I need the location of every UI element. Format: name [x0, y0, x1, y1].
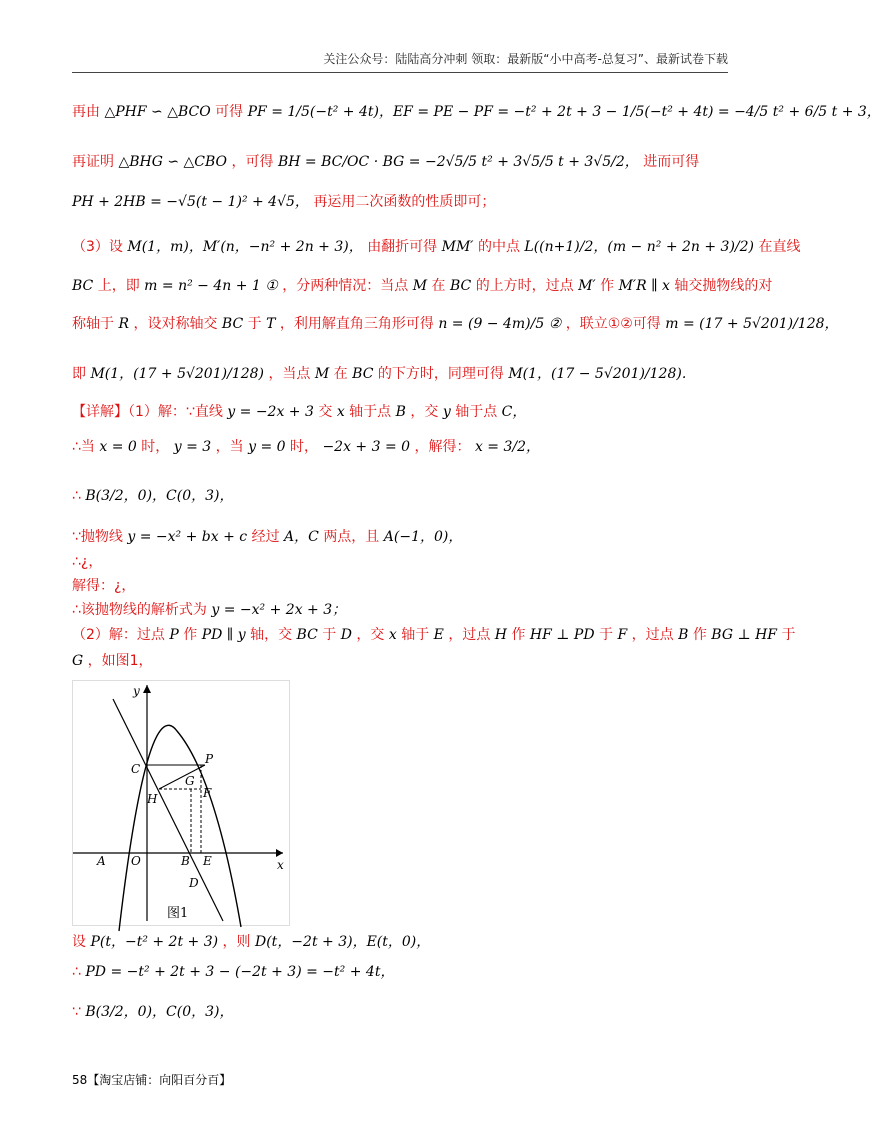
- line-text: ，解得：: [414, 439, 471, 455]
- math-expression: M′R ∥ x: [618, 278, 670, 294]
- label-g: G: [185, 774, 195, 788]
- line-text: （3）设: [72, 239, 123, 255]
- math-expression: HF ⊥ PD: [529, 627, 595, 643]
- figure-1: [72, 680, 290, 926]
- math-expression: BH = BC/OC · BG = −2√5/5 t² + 3√5/5 t + 3√5/2，: [277, 154, 639, 170]
- line-text: ∴¿，: [72, 554, 103, 570]
- math-expression: PH + 2HB = −√5(t − 1)² + 4√5，: [72, 194, 309, 210]
- line-text: 解得：¿，: [72, 578, 136, 594]
- label-o: O: [131, 854, 141, 868]
- math-expression: PD = −t² + 2t + 3 − (−2t + 3) = −t² + 4t，: [85, 964, 395, 980]
- y-axis-arrow: [143, 685, 151, 693]
- line-text: ，则: [222, 934, 251, 950]
- page-footer: 58【淘宝店铺：向阳百分百】: [72, 1073, 232, 1087]
- line-text: 经过: [251, 529, 280, 545]
- math-expression: PF = 1/5(−t² + 4t)，EF = PE − PF = −t² + 2t + 3 − 1/5(−t² + 4t) = −4/5 t² + 6/5 t + 3，: [247, 104, 881, 120]
- line-text: 于: [247, 316, 262, 332]
- line-text: 两点，且: [323, 529, 380, 545]
- line-text: 在: [431, 278, 446, 294]
- math-expression: G: [72, 653, 84, 669]
- math-expression: x = 3/2，: [474, 439, 541, 455]
- line-text: 在直线: [758, 239, 801, 255]
- line-12: [72, 552, 102, 572]
- page-header: 关注公众号：陆陆高分冲刺 领取：最新版“小中高考-总复习”、最新试卷下载: [323, 52, 728, 66]
- figure-caption: 图1: [167, 906, 189, 921]
- label-e: E: [203, 854, 212, 868]
- math-expression: BC: [296, 627, 318, 643]
- math-expression: n = (9 − 4m)/5 ②: [438, 316, 562, 332]
- line-text: ，联立①②可得: [565, 316, 661, 332]
- line-text: 时，: [141, 439, 170, 455]
- math-expression: y = 0: [248, 439, 286, 455]
- line-text: 作: [600, 278, 615, 294]
- math-expression: y: [442, 404, 451, 420]
- math-expression: M(1，m)，M′(n，−n² + 2n + 3)，: [127, 239, 363, 255]
- line-6: [72, 314, 839, 334]
- label-p: P: [205, 752, 214, 766]
- line-text: ，如图1，: [87, 653, 153, 669]
- line-text: ，过点: [448, 627, 491, 643]
- math-expression: P(t，−t² + 2t + 3): [90, 934, 219, 950]
- line-text: 进而可得: [643, 154, 700, 170]
- line-text: （2）解：过点: [72, 627, 165, 643]
- line-text: 的中点: [477, 239, 520, 255]
- line-5: [72, 276, 772, 296]
- line-text: ，交: [356, 627, 385, 643]
- line-1: [72, 102, 881, 122]
- math-expression: C，: [501, 404, 527, 420]
- header-rule: [72, 72, 728, 73]
- line-19: [72, 1002, 233, 1022]
- line-text: ，利用解直角三角形可得: [279, 316, 434, 332]
- line-text: 轴交抛物线的对: [674, 278, 773, 294]
- label-d: D: [189, 876, 199, 890]
- math-expression: B: [678, 627, 689, 643]
- line-text: 在: [333, 366, 348, 382]
- math-expression: F: [617, 627, 628, 643]
- line-15: [72, 625, 795, 645]
- label-h: H: [147, 792, 158, 806]
- line-text: ，交: [410, 404, 439, 420]
- math-expression: M(1，(17 − 5√201)/128).: [508, 366, 687, 382]
- line-text: 上，即: [97, 278, 140, 294]
- math-expression: T: [266, 316, 276, 332]
- line-text: 作: [183, 627, 198, 643]
- line-4: [72, 237, 800, 257]
- math-expression: A(−1，0)，: [383, 529, 463, 545]
- line-text: ∵: [72, 1004, 81, 1020]
- line-text: ，当: [215, 439, 244, 455]
- line-16: [72, 651, 153, 671]
- math-expression: x: [336, 404, 345, 420]
- line-text: 时，: [289, 439, 318, 455]
- line-text: ，分两种情况：当点: [282, 278, 409, 294]
- line-text: 【详解】（1）解：∵直线: [72, 404, 223, 420]
- line-14: [72, 600, 346, 620]
- math-expression: △BHG ∽ △CBO: [118, 154, 228, 170]
- line-text: 轴于点: [455, 404, 498, 420]
- line-text: ，当点: [268, 366, 311, 382]
- math-expression: x: [388, 627, 397, 643]
- math-expression: m = (17 + 5√201)/128，: [665, 316, 839, 332]
- math-expression: y = 3: [173, 439, 212, 455]
- math-expression: E: [433, 627, 444, 643]
- math-expression: BC: [449, 278, 472, 294]
- math-expression: B(3/2，0)，C(0，3)，: [85, 1004, 234, 1020]
- math-expression: △PHF ∽ △BCO: [104, 104, 211, 120]
- line-8: [72, 402, 526, 422]
- line-18: [72, 962, 394, 982]
- math-expression: H: [494, 627, 508, 643]
- line-text: 于: [599, 627, 614, 643]
- line-text: 由翻折可得: [367, 239, 438, 255]
- parabola-curve: [119, 725, 241, 931]
- math-expression: A，C: [284, 529, 319, 545]
- math-expression: B(3/2，0)，C(0，3)，: [85, 488, 234, 504]
- line-3: [72, 192, 495, 212]
- line-text: ∴: [72, 964, 81, 980]
- line-text: 作: [511, 627, 526, 643]
- line-text: 即: [72, 366, 86, 382]
- line-text: ∴当: [72, 439, 95, 455]
- line-text: ∵抛物线: [72, 529, 123, 545]
- line-text: 轴，交: [250, 627, 293, 643]
- line-text: 再运用二次函数的性质即可；: [313, 194, 496, 210]
- label-c: C: [131, 762, 141, 776]
- math-expression: M′: [578, 278, 596, 294]
- x-axis-arrow: [276, 849, 283, 857]
- math-expression: y = −x² + 2x + 3；: [211, 602, 347, 618]
- line-bc: [113, 699, 223, 921]
- math-expression: D: [340, 627, 352, 643]
- math-expression: P: [169, 627, 179, 643]
- line-text: ，设对称轴交: [133, 316, 218, 332]
- math-expression: y = −2x + 3: [227, 404, 314, 420]
- math-expression: −2x + 3 = 0: [322, 439, 411, 455]
- line-17: [72, 932, 430, 952]
- line-2: [72, 152, 699, 172]
- line-text: 的上方时，过点: [475, 278, 574, 294]
- math-expression: L((n+1)/2，(m − n² + 2n + 3)/2): [524, 239, 755, 255]
- line-text: ，过点: [631, 627, 674, 643]
- label-x: x: [277, 858, 284, 872]
- math-expression: M: [314, 366, 330, 382]
- line-11: [72, 527, 462, 547]
- line-text: 轴于点: [349, 404, 392, 420]
- line-9: [72, 437, 540, 457]
- math-expression: PD ∥ y: [201, 627, 246, 643]
- math-expression: MM′: [441, 239, 474, 255]
- line-text: 称轴于: [72, 316, 114, 332]
- line-text: 于: [781, 627, 796, 643]
- math-expression: R: [118, 316, 129, 332]
- line-text: 可得: [215, 104, 244, 120]
- label-y: y: [133, 684, 140, 698]
- math-expression: BC: [72, 278, 94, 294]
- line-text: 再证明: [72, 154, 114, 170]
- label-b: B: [181, 854, 190, 868]
- line-text: ，可得: [231, 154, 274, 170]
- math-expression: BC: [352, 366, 374, 382]
- math-expression: m = n² − 4n + 1 ①: [144, 278, 278, 294]
- line-text: 轴于: [401, 627, 430, 643]
- line-text: ∴该抛物线的解析式为: [72, 602, 207, 618]
- math-expression: BG ⊥ HF: [711, 627, 778, 643]
- line-10: [72, 486, 233, 506]
- math-expression: x = 0: [99, 439, 137, 455]
- line-text: 交: [318, 404, 333, 420]
- line-text: 作: [692, 627, 707, 643]
- label-f: F: [203, 786, 212, 800]
- line-text: ∴: [72, 488, 81, 504]
- math-expression: M: [412, 278, 428, 294]
- math-expression: B: [395, 404, 406, 420]
- figure-diagram: [73, 681, 289, 925]
- line-13: [72, 576, 135, 596]
- segment-hp: [159, 765, 205, 789]
- math-expression: y = −x² + bx + c: [127, 529, 248, 545]
- line-text: 设: [72, 934, 86, 950]
- label-a: A: [97, 854, 106, 868]
- line-text: 于: [322, 627, 337, 643]
- math-expression: D(t，−2t + 3)，E(t，0)，: [255, 934, 431, 950]
- math-expression: M(1，(17 + 5√201)/128): [90, 366, 264, 382]
- line-text: 的下方时，同理可得: [377, 366, 504, 382]
- math-expression: BC: [221, 316, 244, 332]
- line-text: 再由: [72, 104, 100, 120]
- line-7: [72, 364, 686, 384]
